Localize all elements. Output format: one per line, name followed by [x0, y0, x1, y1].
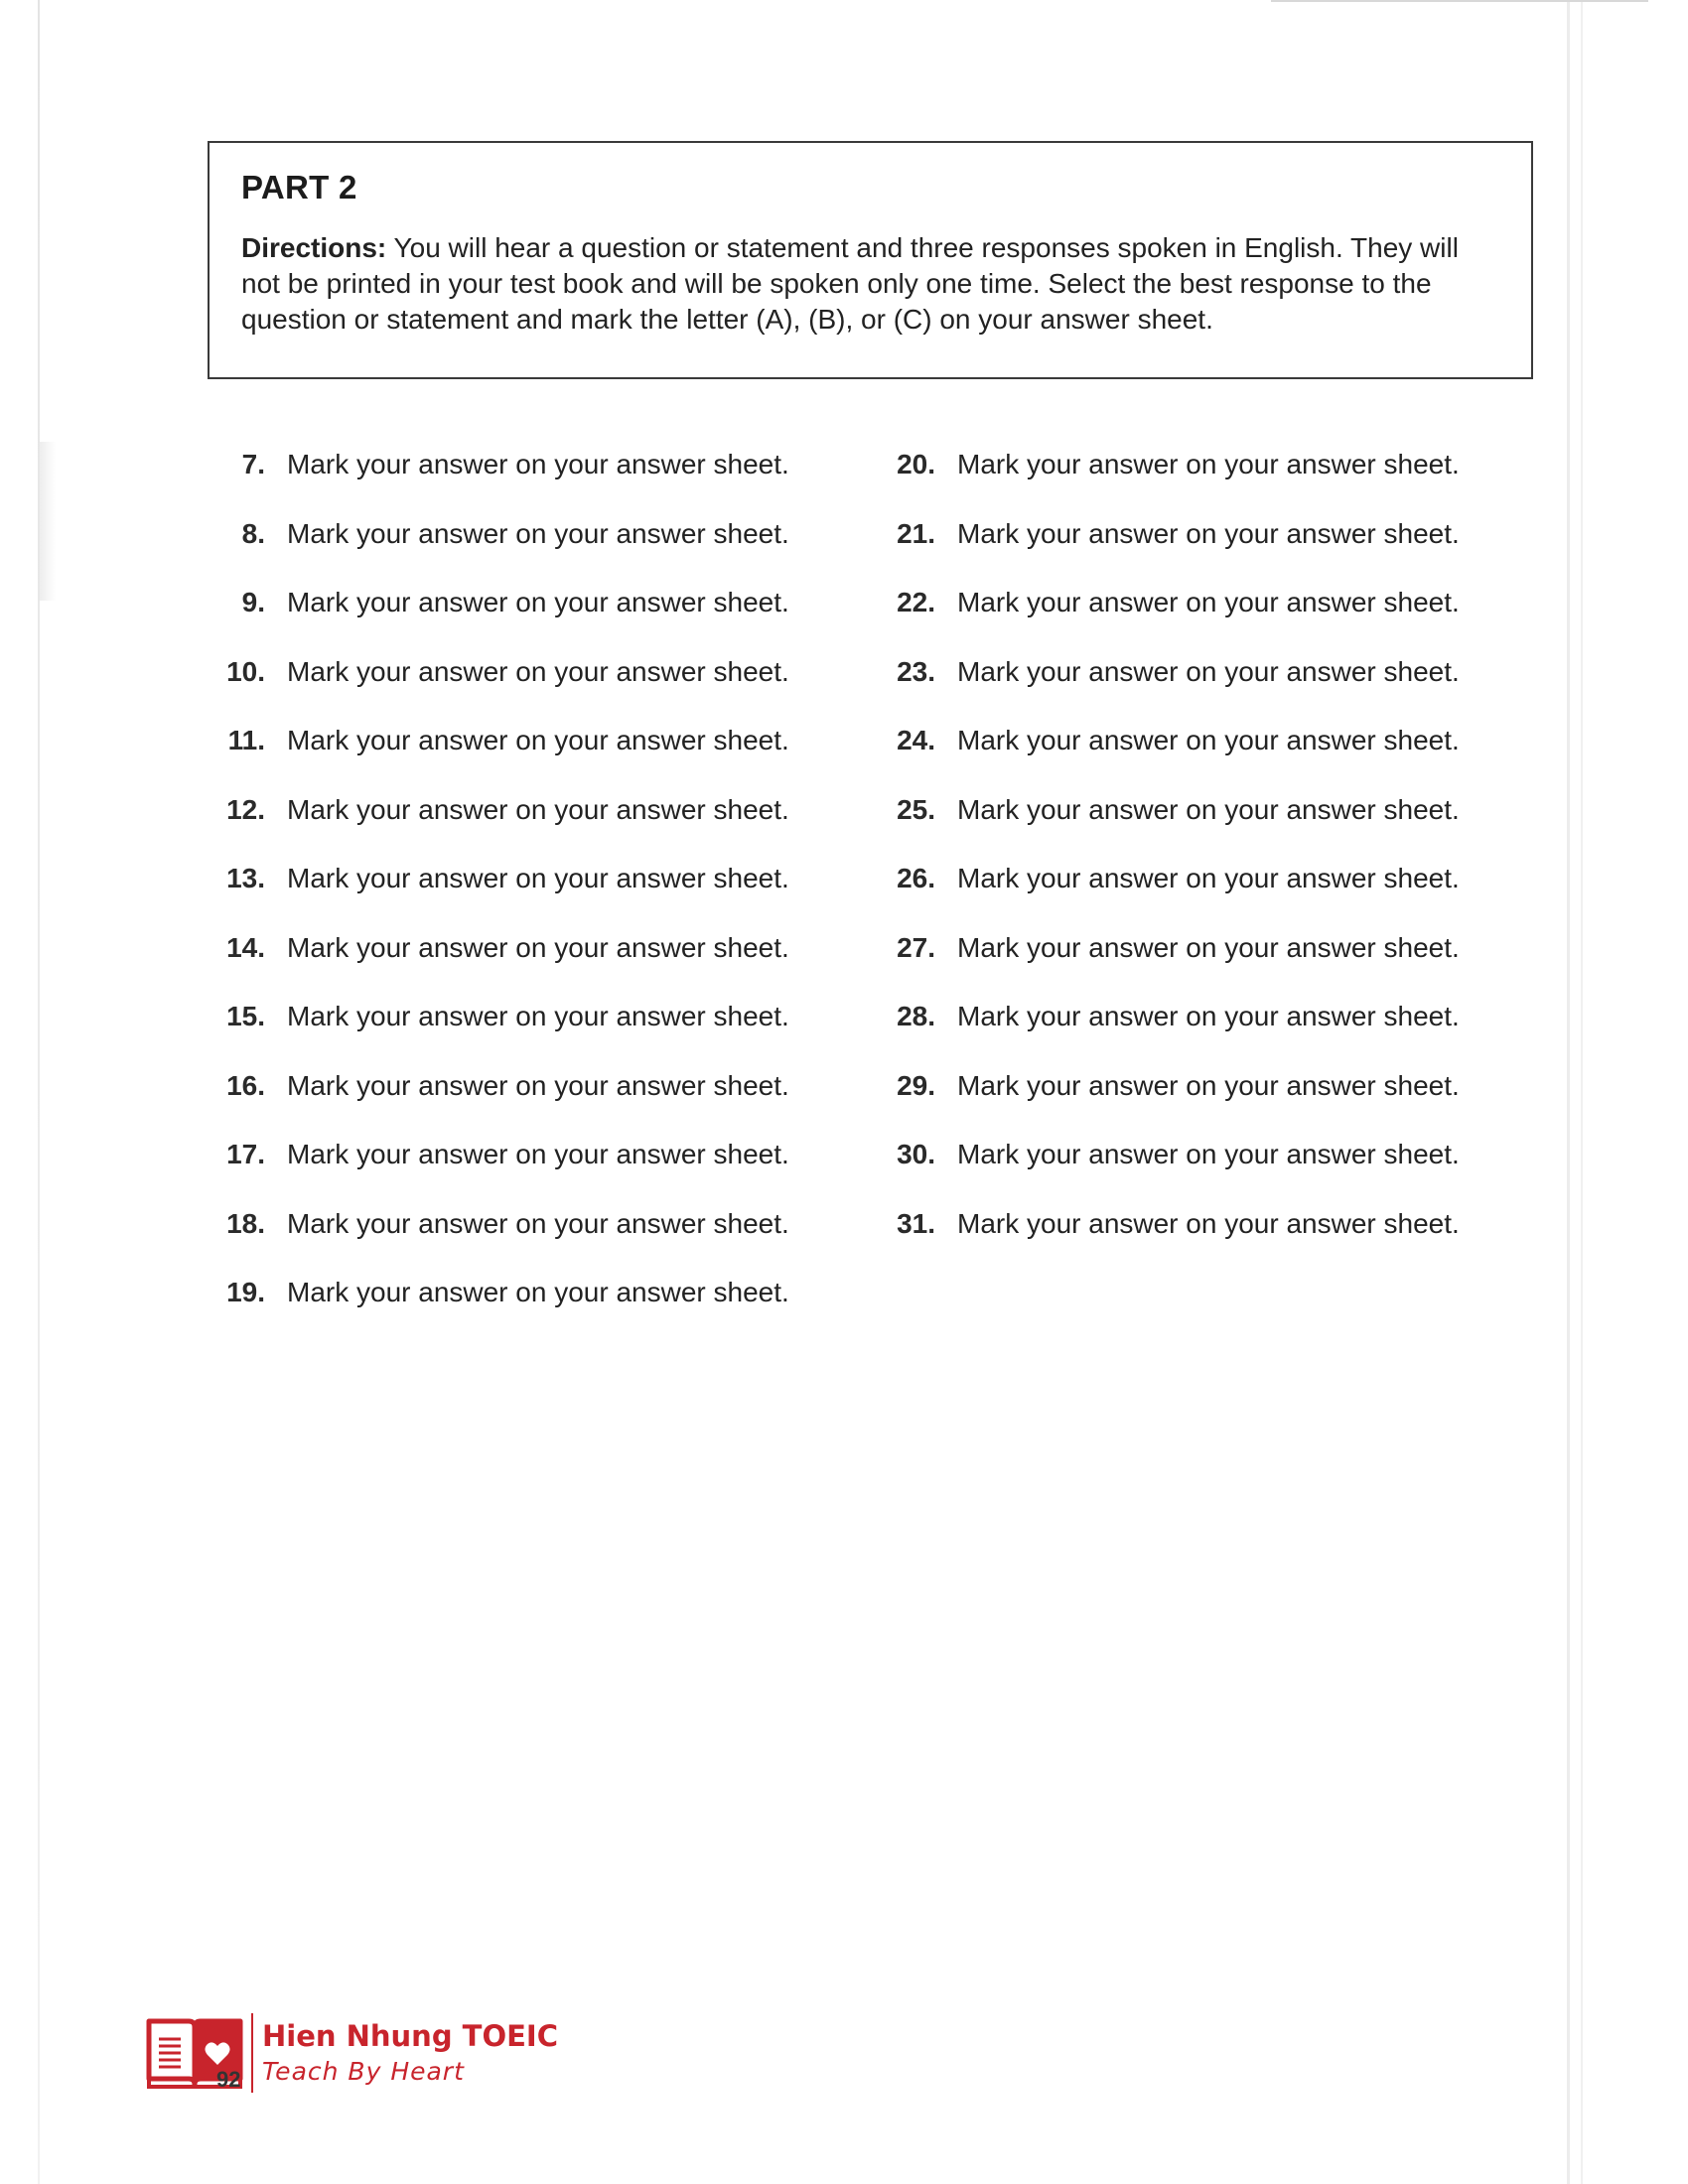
question-number: 15. [226, 1001, 265, 1031]
question-item [204, 1208, 789, 1278]
question-number: 31. [897, 1207, 935, 1239]
question-text: Mark your answer on your answer sheet. [287, 1139, 789, 1169]
question-text: Mark your answer on your answer sheet. [287, 655, 789, 687]
question-number: 10. [226, 655, 265, 687]
question-text: Mark your answer on your answer sheet. [287, 1069, 789, 1101]
question-text: Mark your answer on your answer sheet. [287, 449, 789, 479]
question-item [874, 794, 1460, 864]
page-edge-right [1567, 0, 1570, 2184]
question-text: Mark your answer on your answer sheet. [957, 1001, 1460, 1031]
question-text: Mark your answer on your answer sheet. [287, 793, 789, 825]
question-item [204, 794, 789, 864]
directions-body: You will hear a question or statement and three responses spoken in English. They will not be printed in your test book and will be spoken only one time. Select the best response to the question or statement and mark the letter (A), (B), or (C) on your answer sheet. [241, 232, 1459, 335]
question-number: 19. [226, 1277, 265, 1307]
logo-divider [251, 2013, 253, 2093]
brand-tagline: Teach By Heart [262, 2057, 465, 2086]
questions-column-right [874, 449, 1460, 1277]
question-text: Mark your answer on your answer sheet. [957, 1139, 1460, 1169]
question-item [874, 863, 1460, 932]
question-item [204, 518, 789, 588]
question-item [204, 587, 789, 656]
question-number: 17. [226, 1139, 265, 1169]
question-number: 16. [226, 1069, 265, 1101]
question-text: Mark your answer on your answer sheet. [957, 931, 1460, 963]
part-title: PART 2 [241, 169, 357, 205]
question-text: Mark your answer on your answer sheet. [287, 1277, 789, 1307]
page-number: 92 [216, 2067, 241, 2092]
question-number: 28. [897, 1001, 935, 1031]
question-item [874, 449, 1460, 518]
question-text: Mark your answer on your answer sheet. [957, 1069, 1460, 1101]
question-text: Mark your answer on your answer sheet. [957, 793, 1460, 825]
question-number: 30. [897, 1139, 935, 1169]
question-number: 14. [226, 931, 265, 963]
question-number: 25. [897, 793, 935, 825]
publisher-logo [145, 2013, 602, 2093]
question-text: Mark your answer on your answer sheet. [957, 725, 1460, 755]
question-text: Mark your answer on your answer sheet. [287, 517, 789, 549]
brand-name: Hien Nhung TOEIC [262, 2019, 559, 2053]
question-number: 9. [241, 587, 265, 617]
question-item [874, 1139, 1460, 1208]
question-item [204, 725, 789, 794]
question-number: 13. [226, 863, 265, 893]
question-item [204, 1001, 789, 1070]
question-number: 23. [897, 655, 935, 687]
question-item [874, 518, 1460, 588]
question-item [874, 1208, 1460, 1278]
question-text: Mark your answer on your answer sheet. [287, 1001, 789, 1031]
question-number: 26. [897, 863, 935, 893]
question-item [204, 932, 789, 1002]
question-text: Mark your answer on your answer sheet. [957, 1207, 1460, 1239]
question-item [204, 1070, 789, 1140]
questions-column-left [204, 449, 789, 1346]
question-text: Mark your answer on your answer sheet. [287, 863, 789, 893]
question-item [204, 1139, 789, 1208]
question-number: 18. [226, 1207, 265, 1239]
question-text: Mark your answer on your answer sheet. [957, 517, 1460, 549]
scan-shadow [40, 442, 56, 601]
page-edge-right-inner [1581, 0, 1583, 2184]
question-item [874, 932, 1460, 1002]
question-item [874, 1001, 1460, 1070]
question-number: 11. [227, 725, 265, 755]
directions-paragraph [241, 230, 1501, 338]
question-number: 7. [241, 449, 265, 479]
question-number: 22. [897, 587, 935, 617]
question-text: Mark your answer on your answer sheet. [287, 725, 789, 755]
page-edge-top [1271, 0, 1648, 2]
directions-label: Directions: [241, 232, 387, 263]
question-number: 27. [897, 931, 935, 963]
question-text: Mark your answer on your answer sheet. [287, 931, 789, 963]
question-item [874, 587, 1460, 656]
question-number: 29. [897, 1069, 935, 1101]
question-item [874, 725, 1460, 794]
question-text: Mark your answer on your answer sheet. [957, 587, 1460, 617]
directions-box [208, 141, 1533, 379]
question-number: 20. [897, 449, 935, 479]
question-text: Mark your answer on your answer sheet. [957, 449, 1460, 479]
question-text: Mark your answer on your answer sheet. [287, 1207, 789, 1239]
question-text: Mark your answer on your answer sheet. [957, 863, 1460, 893]
question-text: Mark your answer on your answer sheet. [287, 587, 789, 617]
question-number: 21. [897, 517, 935, 549]
question-item [204, 449, 789, 518]
question-number: 12. [226, 793, 265, 825]
question-number: 24. [897, 725, 935, 755]
question-item [204, 1277, 789, 1346]
question-number: 8. [241, 517, 265, 549]
question-item [204, 863, 789, 932]
question-item [204, 656, 789, 726]
question-text: Mark your answer on your answer sheet. [957, 655, 1460, 687]
question-item [874, 1070, 1460, 1140]
question-item [874, 656, 1460, 726]
page-edge-left [38, 0, 40, 2184]
